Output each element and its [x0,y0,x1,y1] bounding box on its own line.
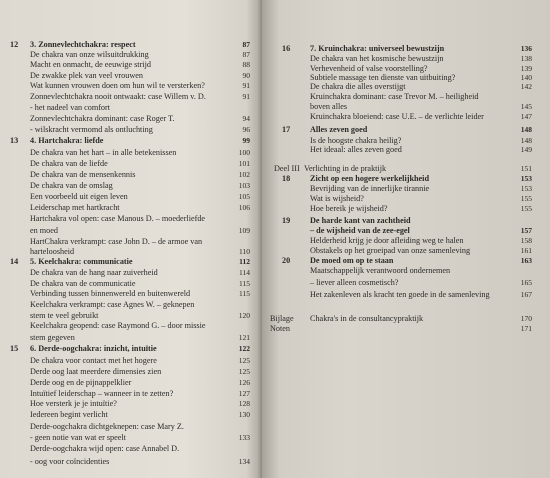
left-toc-entry: Derde-oogchakra wijd open: case Annabel D. [30,444,180,453]
left-toc-entry: 3. Zonnevlechtchakra: respect [30,40,136,49]
left-page-number: 91 [242,81,250,90]
left-toc-entry: - wilskracht vermomd als ontluchting [30,125,153,134]
left-toc-entry: De chakra van de mensenkennis [30,170,136,179]
right-chapter-number: 16 [282,44,291,53]
left-toc-entry: stem te veel gebruikt [30,311,99,320]
right-toc-entry: De moed om op te staan [310,256,394,265]
left-toc-entry: Macht en onmacht, de eeuwige strijd [30,60,151,69]
left-toc-entry: - geen notie van wat er speelt [30,433,126,442]
left-page-number: 106 [238,203,250,212]
right-page [262,0,550,478]
right-toc-entry: Is de hoogste chakra heilig? [310,136,402,145]
left-page [0,0,262,478]
right-page-number: 165 [520,278,532,287]
left-page-number: 110 [239,247,250,256]
left-toc-entry: harteloosheid [30,247,75,256]
left-page-number: 109 [238,226,250,235]
left-toc-entry: 4. Hartchakra: liefde [30,136,104,145]
left-page-number: 115 [239,289,250,298]
left-page-number: 88 [242,60,250,69]
right-page-number: 167 [520,290,532,299]
right-page-number: 149 [520,145,532,154]
left-toc-entry: De zwakke plek van veel vrouwen [30,71,143,80]
right-page-number: 138 [520,54,532,63]
left-toc-entry: - oog voor coïncidenties [30,457,110,466]
left-toc-entry: stem gegeven [30,333,75,342]
right-toc-entry: Subtiele massage ten dienste van uitbuiting? [310,73,456,82]
right-toc-entry: Het ideaal: alles zeven goed [310,145,402,154]
left-toc-entry: Derde-oogchakra dichtgeknepen: case Mary Z. [30,422,184,431]
left-toc-entry: De chakra van de communicatie [30,279,136,288]
left-page-number: 126 [238,378,250,387]
right-page-number: 153 [520,184,532,193]
right-page-number: 136 [520,44,532,53]
left-toc-entry: Hartchakra vol open: case Manous D. – moederliefde [30,214,206,223]
right-toc-entry: De chakra die alles overstijgt [310,82,406,91]
left-toc-entry: Wat kunnen vrouwen doen om hun wil te versterken? [30,81,205,90]
right-chapter-number: Bijlage [270,314,294,323]
left-page-number: 87 [242,40,250,49]
right-toc-entry: Wat is wijsheid? [310,194,364,203]
right-chapter-number: Noten [270,324,291,333]
left-chapter-number: 12 [10,40,19,49]
right-toc-entry: Chakra's in de consultancypraktijk [310,314,424,323]
left-toc-entry: - het nadeel van comfort [30,103,111,112]
left-toc-entry: Keelchakra geopend: case Raymond G. – door missie [30,321,206,330]
right-page-number: 157 [520,226,532,235]
left-page-number: 103 [238,181,250,190]
left-page-number: 127 [238,389,250,398]
right-page-number: 153 [520,174,532,183]
left-page-number: 94 [242,114,250,123]
left-toc-entry: Hoe versterk je je intuïtie? [30,399,117,408]
left-toc-entry: Derde oog en de pijnappelklier [30,378,132,387]
right-page-number: 163 [520,256,532,265]
right-page-number: 171 [520,324,532,333]
left-toc-entry: Verbinding tussen binnenwereld en buitenwereld [30,289,191,298]
left-page-number: 125 [238,356,250,365]
left-page-number: 121 [238,333,250,342]
right-toc-entry: De chakra van het kosmische bewustzijn [310,54,444,63]
right-toc-entry: 7. Kruinchakra: universeel bewustzijn [310,44,445,53]
right-page-number: 139 [520,64,532,73]
left-page-number: 112 [239,257,250,266]
left-page-number: 90 [242,71,250,80]
left-page-number: 100 [238,148,250,157]
left-page-number: 105 [238,192,250,201]
left-toc-entry: De chakra van de hang naar zuiverheid [30,268,158,277]
right-page-number: 145 [520,102,532,111]
left-page-number: 122 [238,344,250,353]
left-page-number: 134 [238,457,250,466]
left-toc-entry: Zonnevlechtchakra dominant: case Roger T. [30,114,175,123]
left-toc-entry: 6. Derde-oogchakra: inzicht, intuïtie [30,344,157,353]
right-toc-entry: Alles zeven goed [310,125,368,134]
right-chapter-number: 18 [282,174,291,183]
left-page-number: 133 [238,433,250,442]
left-toc-entry: Iedereen begint verlicht [30,410,108,419]
left-page-number: 115 [239,279,250,288]
right-page-number: 151 [520,164,532,173]
left-chapter-number: 13 [10,136,19,145]
right-page-number: 147 [520,112,532,121]
left-toc-entry: De chakra voor contact met het hogere [30,356,157,365]
left-page-number: 114 [239,268,250,277]
right-toc-entry: Zicht op een hogere werkelijkheid [310,174,430,183]
left-page-number: 125 [238,367,250,376]
right-toc-entry: Obstakels op het groeipad van onze samenleving [310,246,471,255]
left-toc-entry: Leiderschap met hartkracht [30,203,120,212]
left-page-number: 91 [242,92,250,101]
right-toc-entry: – liever alleen cosmetisch? [310,278,399,287]
right-page-number: 161 [520,246,532,255]
left-toc-entry: Keelchakra verkrampt: case Agnes W. – geknepen [30,300,195,309]
right-toc-entry: Het zakenleven als kracht ten goede in de samenleving [310,290,490,299]
right-page-number: 170 [520,314,532,323]
left-page-number: 99 [242,136,250,145]
left-toc-entry: De chakra van de liefde [30,159,108,168]
left-toc-entry: De chakra van het hart – in alle betekenissen [30,148,177,157]
left-toc-entry: Een voorbeeld uit eigen leven [30,192,128,201]
left-page-number: 101 [238,159,250,168]
right-toc-entry: Maatschappelijk verantwoord ondernemen [310,266,451,275]
right-page-number: 142 [520,82,532,91]
right-toc-entry: – de wijsheid van de zee-egel [310,226,410,235]
left-page-number: 128 [238,399,250,408]
right-page-number: 155 [520,204,532,213]
right-page-number: 148 [520,125,532,134]
right-toc-entry: Bevrijding van de innerlijke tirannie [310,184,430,193]
left-page-number: 102 [238,170,250,179]
left-chapter-number: 15 [10,344,19,353]
right-page-number: 158 [520,236,532,245]
right-toc-entry: Kruinchakra bloeiend: case U.E. – de verlichte leider [310,112,484,121]
left-toc-entry: HartChakra verkrampt: case John D. – de armoe van [30,237,203,246]
right-toc-entry: Verhevenheid of valse voorstelling? [310,64,428,73]
right-chapter-number: 19 [282,216,291,225]
right-toc-entry: Verlichting in de praktijk [304,164,387,173]
right-chapter-number: Deel III [274,164,300,173]
left-toc-entry: Zonnevlechtchakra nooit ontwaakt: case Willem v. D. [30,92,206,101]
right-toc-entry: Helderheid krijg je door afleiding weg te halen [310,236,464,245]
left-toc-entry: en moed [30,226,58,235]
left-toc-entry: 5. Keelchakra: communicatie [30,257,133,266]
right-page-number: 140 [520,73,532,82]
left-toc-entry: Derde oog laat meerdere dimensies zien [30,367,162,376]
left-page-number: 87 [242,50,250,59]
left-page-number: 96 [242,125,250,134]
left-toc-entry: De chakra van onze wilsuitdrukking [30,50,149,59]
right-page-number: 155 [520,194,532,203]
left-toc-entry: Intuïtief leiderschap – wanneer in te zetten? [30,389,174,398]
left-page-number: 120 [238,311,250,320]
right-toc-entry: Kruinchakra dominant: case Trevor M. – heiligheid [310,92,479,101]
right-toc-entry: De harde kant van zachtheid [310,216,411,225]
right-toc-entry: boven alles [310,102,348,111]
right-toc-entry: Hoe bereik je wijsheid? [310,204,388,213]
left-toc-entry: De chakra van de omslag [30,181,113,190]
left-chapter-number: 14 [10,257,19,266]
right-chapter-number: 20 [282,256,291,265]
left-page-number: 130 [238,410,250,419]
right-page-number: 148 [520,136,532,145]
right-chapter-number: 17 [282,125,291,134]
